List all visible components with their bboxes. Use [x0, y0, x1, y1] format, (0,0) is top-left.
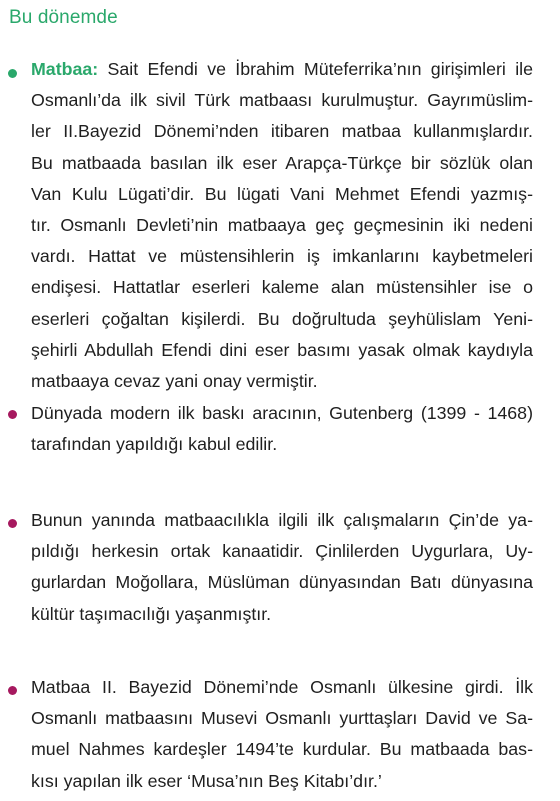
text-line: şehirli Abdullah Efendi dini eser basımı yasak olmak kaydıyla: [31, 339, 533, 360]
text-line: eserleri çoğaltan kişilerdi. Bu doğrultuda şeyhülislam Yeni-: [31, 308, 533, 329]
text-line: Matbaa II. Bayezid Dönemi’nde Osmanlı ülkesine girdi. İlk: [31, 677, 533, 697]
text-line: muel Nahmes kardeşler 1494’te kurdular. Bu matbaada bas-: [31, 739, 533, 760]
text-line: Osmanlı’da ilk sivil Türk matbaası kurulmuştur. Gayrımüslim-: [31, 90, 533, 111]
text-line: gurlardan Moğollara, Müslüman dünyasından Batı dünyasına: [31, 572, 533, 593]
text-line: matbaaya cevaz yani onay vermiştir.: [31, 370, 318, 391]
bullet-dot-magenta: [8, 686, 17, 695]
bullet-text: [31, 398, 533, 460]
text-line: kültür taşımacılığı yaşanmıştır.: [31, 603, 272, 624]
bullet-text: [31, 505, 533, 630]
bullet-dot-green: [8, 69, 17, 78]
text-line: Bunun yanında matbaacılıkla ilgili ilk çalışmaların Çin’de ya-: [31, 510, 533, 530]
bullet-text: [31, 672, 533, 797]
text-line: tarafından yapıldığı kabul edilir.: [31, 434, 278, 455]
text-line: kısı yapılan ilk eser ‘Musa’nın Beş Kitabı’dır.’: [31, 770, 382, 791]
term-label: Matbaa:: [31, 59, 99, 79]
text-line: tır. Osmanlı Devleti’nin matbaaya geç geçmesinin iki nedeni: [31, 214, 533, 235]
text-line: Dünyada modern ilk baskı aracının, Gutenberg (1399 - 1468): [31, 403, 533, 423]
text-line: ler II.Bayezid Dönemi’nden itibaren matbaa kullanmışlardır.: [31, 121, 533, 142]
section-heading: Bu dönemde: [9, 7, 118, 28]
bullet-dot-magenta: [8, 410, 17, 419]
text-line: Matbaa: Sait Efendi ve İbrahim Müteferrika’nın girişimleri ile: [31, 59, 533, 79]
text-line: Van Kulu Lügati’dir. Bu lügati Vani Mehmet Efendi yazmış-: [31, 183, 533, 204]
text-line: pıldığı herkesin ortak kanaatidir. Çinlilerden Uygurlara, Uy-: [31, 541, 533, 562]
text-line: Osmanlı matbaasını Musevi Osmanlı yurttaşları David ve Sa-: [31, 708, 533, 729]
text-line: vardı. Hattat ve müstensihlerin iş imkanlarını kaybetmeleri: [31, 246, 533, 267]
bullet-text: [31, 54, 533, 397]
text-line: Bu matbaada basılan ilk eser Arapça-Türkçe bir sözlük olan: [31, 152, 533, 173]
text-line: endişesi. Hattatlar eserleri kaleme alan müstensihler ise o: [31, 277, 533, 298]
bullet-dot-magenta: [8, 519, 17, 528]
